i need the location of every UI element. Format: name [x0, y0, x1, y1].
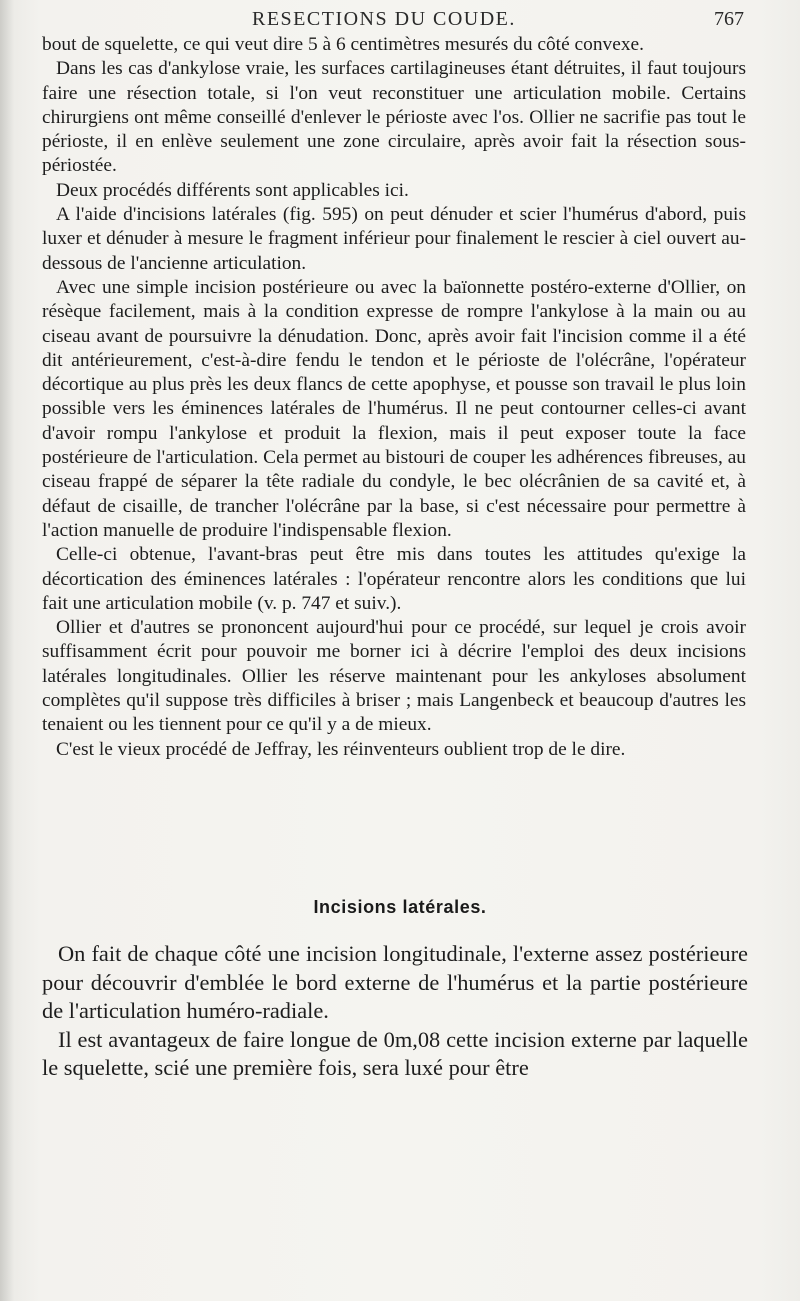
paragraph: On fait de chaque côté une incision longitudinale, l'externe assez postérieure pour découvrir d'emblée le bord externe de l'humérus et la partie postérieure de l'articulation huméro-radiale. [42, 941, 748, 1024]
paragraph: Celle-ci obtenue, l'avant-bras peut être mis dans toutes les attitudes qu'exige la décortication des éminences latérales : l'opérateur rencontre alors les conditions que lui fait une articulation mobile (v. p. 747 et suiv.). [42, 544, 746, 614]
paragraph: Deux procédés différents sont applicables ici. [56, 179, 409, 201]
binding-shadow [0, 0, 14, 1301]
page-number: 767 [714, 8, 744, 30]
paragraph: Dans les cas d'ankylose vraie, les surfaces cartilagineuses étant détruites, il faut toujours faire une résection totale, si l'on veut reconstituer une articulation mobile. Certains chirurgiens ont même conseillé d'enlever le périoste avec l'os. Ollier ne sacrifie pas tout le périoste, il en enlève seulement une zone circulaire, après avoir fait la résection sous-périostée. [42, 58, 746, 177]
paragraph: A l'aide d'incisions latérales (fig. 595) on peut dénuder et scier l'humérus d'abord, puis luxer et dénuder à mesure le fragment inférieur pour finalement le rescier à ciel ouvert au-dessous de l'ancienne articulation. [42, 204, 746, 274]
running-title: RESECTIONS DU COUDE. [252, 8, 516, 30]
main-text [42, 33, 746, 762]
paragraph: Il est avantageux de faire longue de 0m,08 cette incision externe par laquelle le squelette, scié une première fois, sera luxé pour être [42, 1026, 748, 1081]
paragraph: Ollier et d'autres se prononcent aujourd'hui pour ce procédé, sur lequel je crois avoir suffisamment écrit pour pouvoir me borner ici à décrire l'emploi des deux incisions latérales longitudinales. Ollier les réserve maintenant pour les ankyloses absolument complètes qu'il suppose très difficiles à briser ; mais Langenbeck et beaucoup d'autres les tenaient ou les tiennent pour ce qu'il y a de mieux. [42, 617, 746, 736]
section-heading: Incisions latérales. [313, 897, 487, 917]
section-text [42, 940, 748, 1083]
paragraph: Avec une simple incision postérieure ou avec la baïonnette postéro-externe d'Ollier, on résèque facilement, mais à la condition expresse de rompre l'ankylose à la main ou au ciseau avant de poursuivre la dénudation. Donc, après avoir fait l'incision comme il a été dit antérieurement, c'est-à-dire fendu le tendon et le périoste de l'olécrâne, l'opérateur décortique au plus près les deux flancs de cette apophyse, et pousse son travail le plus loin possible vers les éminences latérales de l'humérus. Il ne peut contourner celles-ci avant d'avoir rompu l'ankylose et produit la flexion, mais il peut exposer toute la face postérieure de l'articulation. Cela permet au bistouri de couper les adhérences fibreuses, au ciseau frappé de séparer la tête radiale du condyle, le bec olécrânien de sa cavité et, à défaut de cisaille, de trancher l'olécrâne par la base, si c'est nécessaire pour permettre à l'action manuelle de produire l'indispensable flexion. [42, 276, 746, 541]
paragraph: bout de squelette, ce qui veut dire 5 à 6 centimètres mesurés du côté convexe. [42, 34, 644, 55]
paragraph: C'est le vieux procédé de Jeffray, les réinventeurs oublient trop de le dire. [56, 738, 626, 760]
